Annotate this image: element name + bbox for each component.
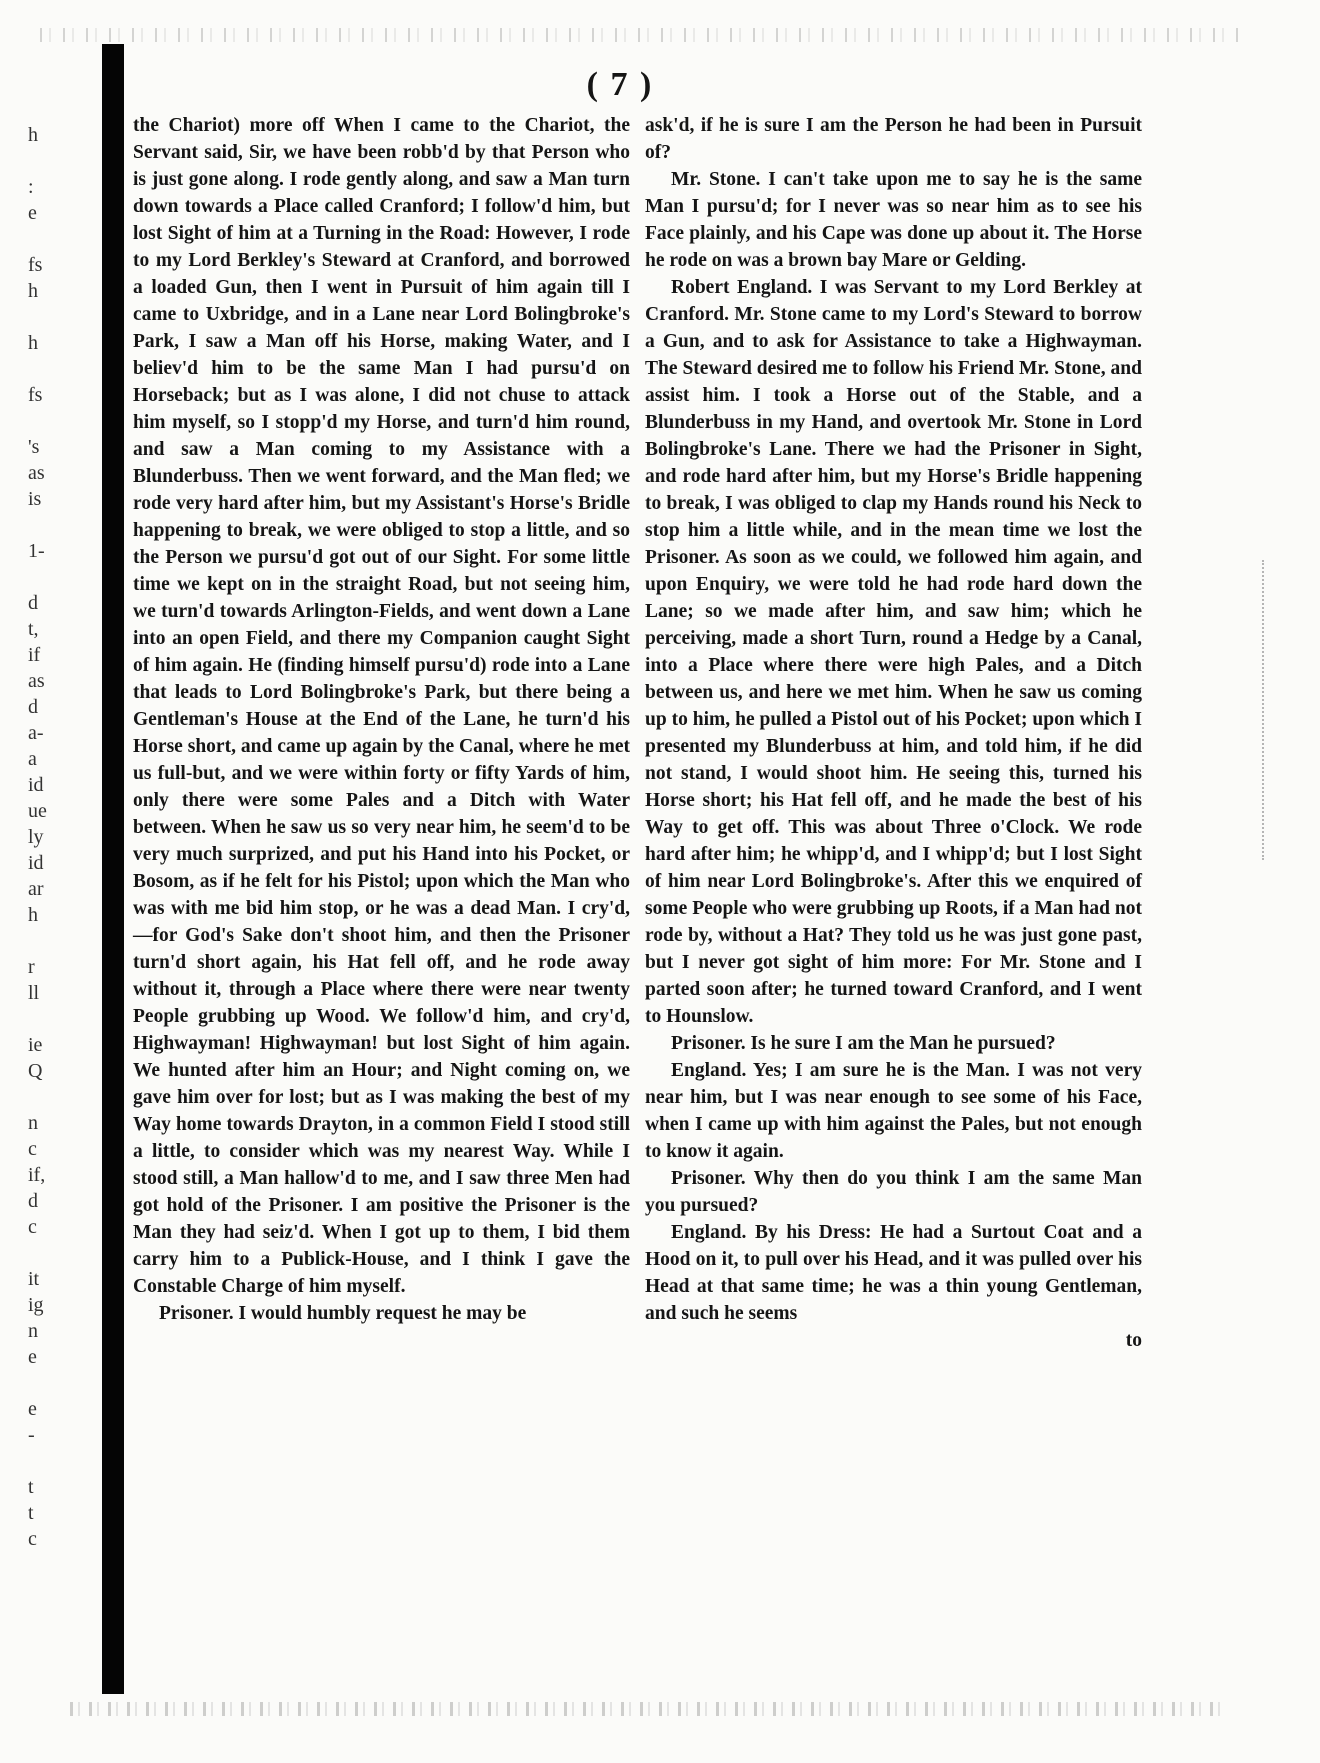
paragraph: ask'd, if he is sure I am the Person he had been in Pursuit of? <box>645 115 1142 163</box>
margin-fragment: r <box>28 956 35 978</box>
catchword: to <box>1125 1330 1142 1351</box>
margin-fragment: d <box>28 696 38 718</box>
margin-fragment <box>28 928 78 954</box>
margin-fragment: fs <box>28 254 43 276</box>
margin-fragment <box>28 1448 78 1474</box>
margin-fragment <box>28 226 78 252</box>
facing-page-margin-fragments <box>28 122 78 1592</box>
margin-fragment: 's <box>28 436 40 458</box>
margin-fragment: - <box>28 1424 35 1446</box>
paragraph: Prisoner. Is he sure I am the Man he pursued? <box>671 1033 1056 1054</box>
paragraph: Prisoner. Why then do you think I am the same Man you pursued? <box>645 1168 1142 1216</box>
margin-fragment: ie <box>28 1034 43 1056</box>
margin-fragment: c <box>28 1216 37 1238</box>
margin-fragment: h <box>28 332 38 354</box>
paragraph: England. Yes; I am sure he is the Man. I was not very near him, but I was near enough to see some of his Face, when I came up with him against the Pales, but not enough to know it again. <box>645 1060 1142 1162</box>
margin-fragment <box>28 1370 78 1396</box>
margin-fragment: id <box>28 852 44 874</box>
margin-fragment: as <box>28 670 45 692</box>
margin-fragment <box>28 512 78 538</box>
margin-fragment: is <box>28 488 42 510</box>
margin-fragment: t, <box>28 618 39 640</box>
right-column <box>645 112 1142 1354</box>
margin-fragment: d <box>28 592 38 614</box>
margin-fragment: ue <box>28 800 47 822</box>
margin-fragment <box>28 564 78 590</box>
margin-fragment: Q <box>28 1060 43 1082</box>
margin-fragment <box>28 1006 78 1032</box>
margin-fragment <box>28 148 78 174</box>
margin-fragment: c <box>28 1138 37 1160</box>
left-column <box>133 112 630 1327</box>
margin-fragment: ll <box>28 982 40 1004</box>
margin-fragment: e <box>28 1398 37 1420</box>
margin-fragment <box>28 304 78 330</box>
margin-fragment: 1- <box>28 540 45 562</box>
margin-fragment: as <box>28 462 45 484</box>
page-number: ( 7 ) <box>586 66 654 103</box>
margin-fragment <box>28 356 78 382</box>
margin-fragment: ly <box>28 826 44 848</box>
margin-fragment: ig <box>28 1294 44 1316</box>
margin-fragment: if, <box>28 1164 46 1186</box>
margin-fragment: it <box>28 1268 40 1290</box>
margin-fragment: n <box>28 1320 38 1342</box>
margin-fragment: d <box>28 1190 38 1212</box>
margin-fragment: h <box>28 124 38 146</box>
binding-gutter-shadow <box>102 44 124 1694</box>
scan-noise-top <box>40 28 1240 42</box>
margin-fragment: t <box>28 1476 34 1498</box>
scan-specks-right <box>1262 560 1270 860</box>
paragraph: Mr. Stone. I can't take upon me to say he is the same Man I pursu'd; for I never was so near him as to see his Face plainly, and his Cape was done up about it. The Horse he rode on was a brown bay Mare or Gelding. <box>645 169 1142 271</box>
scan-noise-bottom <box>70 1702 1220 1716</box>
paragraph: the Chariot) more off When I came to the Chariot, the Servant said, Sir, we have been robb'd by that Person who is just gone along. I rode gently along, and saw a Man turn down towards a Place called Cranford; I follow'd him, but lost Sight of him at a Turning in the Road: However, I rode to my Lord Berkley's Steward at Cranford, and borrowed a loaded Gun, then I went in Pursuit of him again till I came to Uxbridge, and in a Lane near Lord Bolingbroke's Park, I saw a Man off his Horse, making Water, and I believ'd him to be the same Man I had pursu'd on Horseback; but as I was alone, I did not chuse to attack him myself, so I stopp'd my Horse, and turn'd him round, and saw a Man coming to my Assistance with a Blunderbuss. Then we went forward, and the Man fled; we rode very hard after him, but my Assistant's Horse's Bridle happening to break, we were obliged to stop a little, and so the Person we pursu'd got out of our Sight. For some little time we kept on in the straight Road, but not seeing him, we turn'd towards Arlington-Fields, and went down a Lane into an open Field, and there my Companion caught Sight of him again. He (finding himself pursu'd) rode into a Lane that leads to Lord Bolingbroke's Park, but there being a Gentleman's House at the End of the Lane, he turn'd his Horse short, and came up again by the Canal, where he met us full-but, and we were within forty or fifty Yards of him, only there were some Pales and a Ditch with Water between. When he saw us so very near him, he seem'd to be very much surprized, and put his Hand into his Pocket, or Bosom, as if he felt for his Pistol; upon which the Man who was with me bid him stop, or he was a dead Man. I cry'd, —for God's Sake don't shoot him, and then the Prisoner turn'd short again, his Hat fell off, and he rode away without it, through a Place where there were near twenty People grubbing up Wood. We follow'd him, and cry'd, Highwayman! Highwayman! but lost Sight of him again. We hunted after him an Hour; and Night coming on, we gave him over for lost; but as I was making the best of my Way home towards Drayton, in a common Field I stood still a little, to consider which was my nearest Way. While I stood still, a Man hallow'd to me, and I saw three Men had got hold of the Prisoner. I am positive the Prisoner is the Man they had seiz'd. When I got up to them, I bid them carry him to a Publick-House, and I think I gave the Constable Charge of him myself. <box>133 115 630 1297</box>
margin-fragment <box>28 1084 78 1110</box>
margin-fragment: h <box>28 904 38 926</box>
paragraph: Robert England. I was Servant to my Lord Berkley at Cranford. Mr. Stone came to my Lord's Steward to borrow a Gun, and to ask for Assistance to take a Highwayman. The Steward desired me to follow his Friend Mr. Stone, and assist him. I took a Horse out of the Stable, and a Blunderbuss in my Hand, and overtook Mr. Stone in Lord Bolingbroke's Lane. There we had the Prisoner in Sight, and rode hard after him, but my Horse's Bridle happening to break, I was obliged to clap my Hands round his Neck to stop him a little while, and in the mean time we lost the Prisoner. As soon as we could, we followed him again, and upon Enquiry, we were told he had rode hard down the Lane; so we made after him, and saw him; which he perceiving, made a short Turn, round a Hedge by a Canal, into a Place where there were high Pales, and a Ditch between us, and here we met him. When he saw us coming up to him, he pulled a Pistol out of his Pocket; upon which I presented my Blunderbuss at him, and told him, if he did not stand, I would shoot him. He seeing this, turned his Horse short; his Hat fell off, and he made the best of his Way to get off. This was about Three o'Clock. We rode hard after him; he whipp'd, and I whipp'd; but I lost Sight of him near Lord Bolingbroke's. After this we enquired of some People who were grubbing up Roots, if a Man had not rode by, without a Hat? They told us he was just gone past, but I never got sight of him more: For Mr. Stone and I parted soon after; he turned toward Cranford, and I went to Hounslow. <box>645 277 1142 1027</box>
margin-fragment <box>28 1240 78 1266</box>
margin-fragment: id <box>28 774 44 796</box>
margin-fragment: e <box>28 1346 37 1368</box>
margin-fragment: fs <box>28 384 43 406</box>
margin-fragment: if <box>28 644 41 666</box>
margin-fragment <box>28 408 78 434</box>
margin-fragment: c <box>28 1528 37 1550</box>
margin-fragment: a <box>28 748 37 770</box>
margin-fragment: t <box>28 1502 34 1524</box>
margin-fragment: ar <box>28 878 44 900</box>
margin-fragment: a- <box>28 722 44 744</box>
margin-fragment: : <box>28 176 34 198</box>
margin-fragment: e <box>28 202 37 224</box>
paragraph: England. By his Dress: He had a Surtout Coat and a Hood on it, to pull over his Head, and it was pulled over his Head at that same time; he was a thin young Gentleman, and such he seems <box>645 1222 1142 1324</box>
margin-fragment: n <box>28 1112 38 1134</box>
margin-fragment: h <box>28 280 38 302</box>
paragraph: Prisoner. I would humbly request he may be <box>159 1303 527 1324</box>
